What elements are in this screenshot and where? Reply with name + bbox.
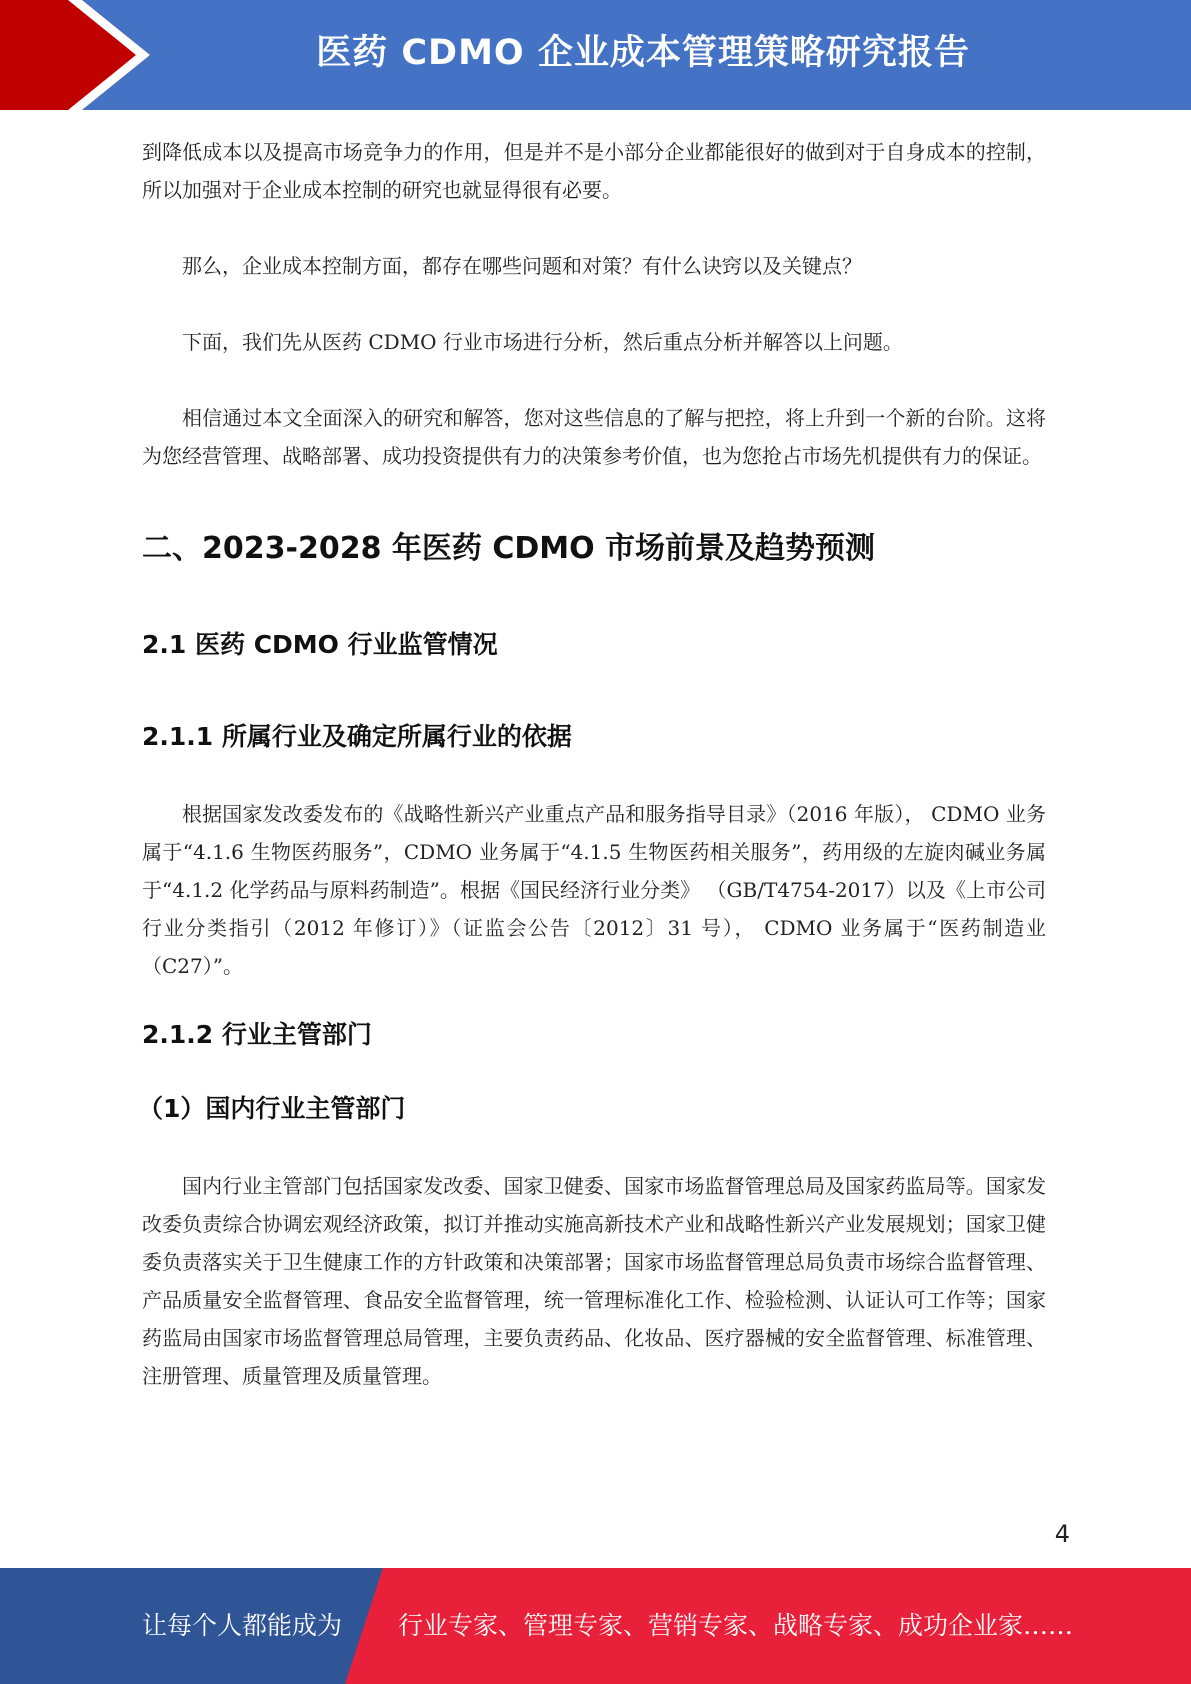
- heading-2-1: 2.1 医药 CDMO 行业监管情况: [142, 630, 498, 659]
- footer-slogan-left: 让每个人都能成为: [142, 1611, 343, 1640]
- page-content: [138, 133, 1046, 1395]
- paragraph-questions: 那么，企业成本控制方面，都存在哪些问题和对策？有什么诀窍以及关键点？: [182, 254, 862, 278]
- paragraph-intro-continued: 到降低成本以及提高市场竞争力的作用，但是并不是小部分企业都能很好的做到对于自身成本的控制，所以加强对于企业成本控制的研究也就显得很有必要。: [142, 140, 1046, 202]
- paragraph-industry-classification: 根据国家发改委发布的《战略性新兴产业重点产品和服务指导目录》（2016 年版）， CDMO 业务属于“4.1.6 生物医药服务”，CDMO 业务属于“4.1.5 生物医药相关服务”，药用级的左旋肉碱业务属于“4.1.2 化学药品与原料药制造”。根据《国民经济行业分类》 （GB/T4754-2017）以及《上市公司行业分类指引（2012 年修订）》（证监会公告〔2012〕31 号）， CDMO 业务属于“医药制造业（C27）”。: [142, 802, 1046, 978]
- page-header: [0, 0, 1191, 110]
- footer-slogan-right: 行业专家、管理专家、营销专家、战略专家、成功企业家……: [398, 1611, 1074, 1640]
- page-footer: [0, 1568, 1191, 1684]
- heading-2-1-2: 2.1.2 行业主管部门: [142, 1020, 372, 1049]
- section-heading-2: 二、2023-2028 年医药 CDMO 市场前景及趋势预测: [142, 531, 876, 566]
- heading-2-1-1: 2.1.1 所属行业及确定所属行业的依据: [142, 722, 572, 751]
- heading-domestic-authorities: （1）国内行业主管部门: [138, 1094, 406, 1123]
- paragraph-value-statement: 相信通过本文全面深入的研究和解答，您对这些信息的了解与把控，将上升到一个新的台阶。这将为您经营管理、战略部署、成功投资提供有力的决策参考价值，也为您抢占市场先机提供有力的保证。: [142, 406, 1046, 468]
- report-title: 医药 CDMO 企业成本管理策略研究报告: [316, 33, 970, 73]
- page-number: 4: [1054, 1520, 1070, 1548]
- paragraph-analysis-plan: 下面，我们先从医药 CDMO 行业市场进行分析，然后重点分析并解答以上问题。: [182, 330, 903, 354]
- paragraph-domestic-authorities: 国内行业主管部门包括国家发改委、国家卫健委、国家市场监督管理总局及国家药监局等。国家发改委负责综合协调宏观经济政策，拟订并推动实施高新技术产业和战略性新兴产业发展规划；国家卫健委负责落实关于卫生健康工作的方针政策和决策部署；国家市场监督管理总局负责市场综合监督管理、产品质量安全监督管理、食品安全监督管理，统一管理标准化工作、检验检测、认证认可工作等；国家药监局由国家市场监督管理总局管理，主要负责药品、化妆品、医疗器械的安全监督管理、标准管理、注册管理、质量管理及质量管理。: [142, 1174, 1046, 1388]
